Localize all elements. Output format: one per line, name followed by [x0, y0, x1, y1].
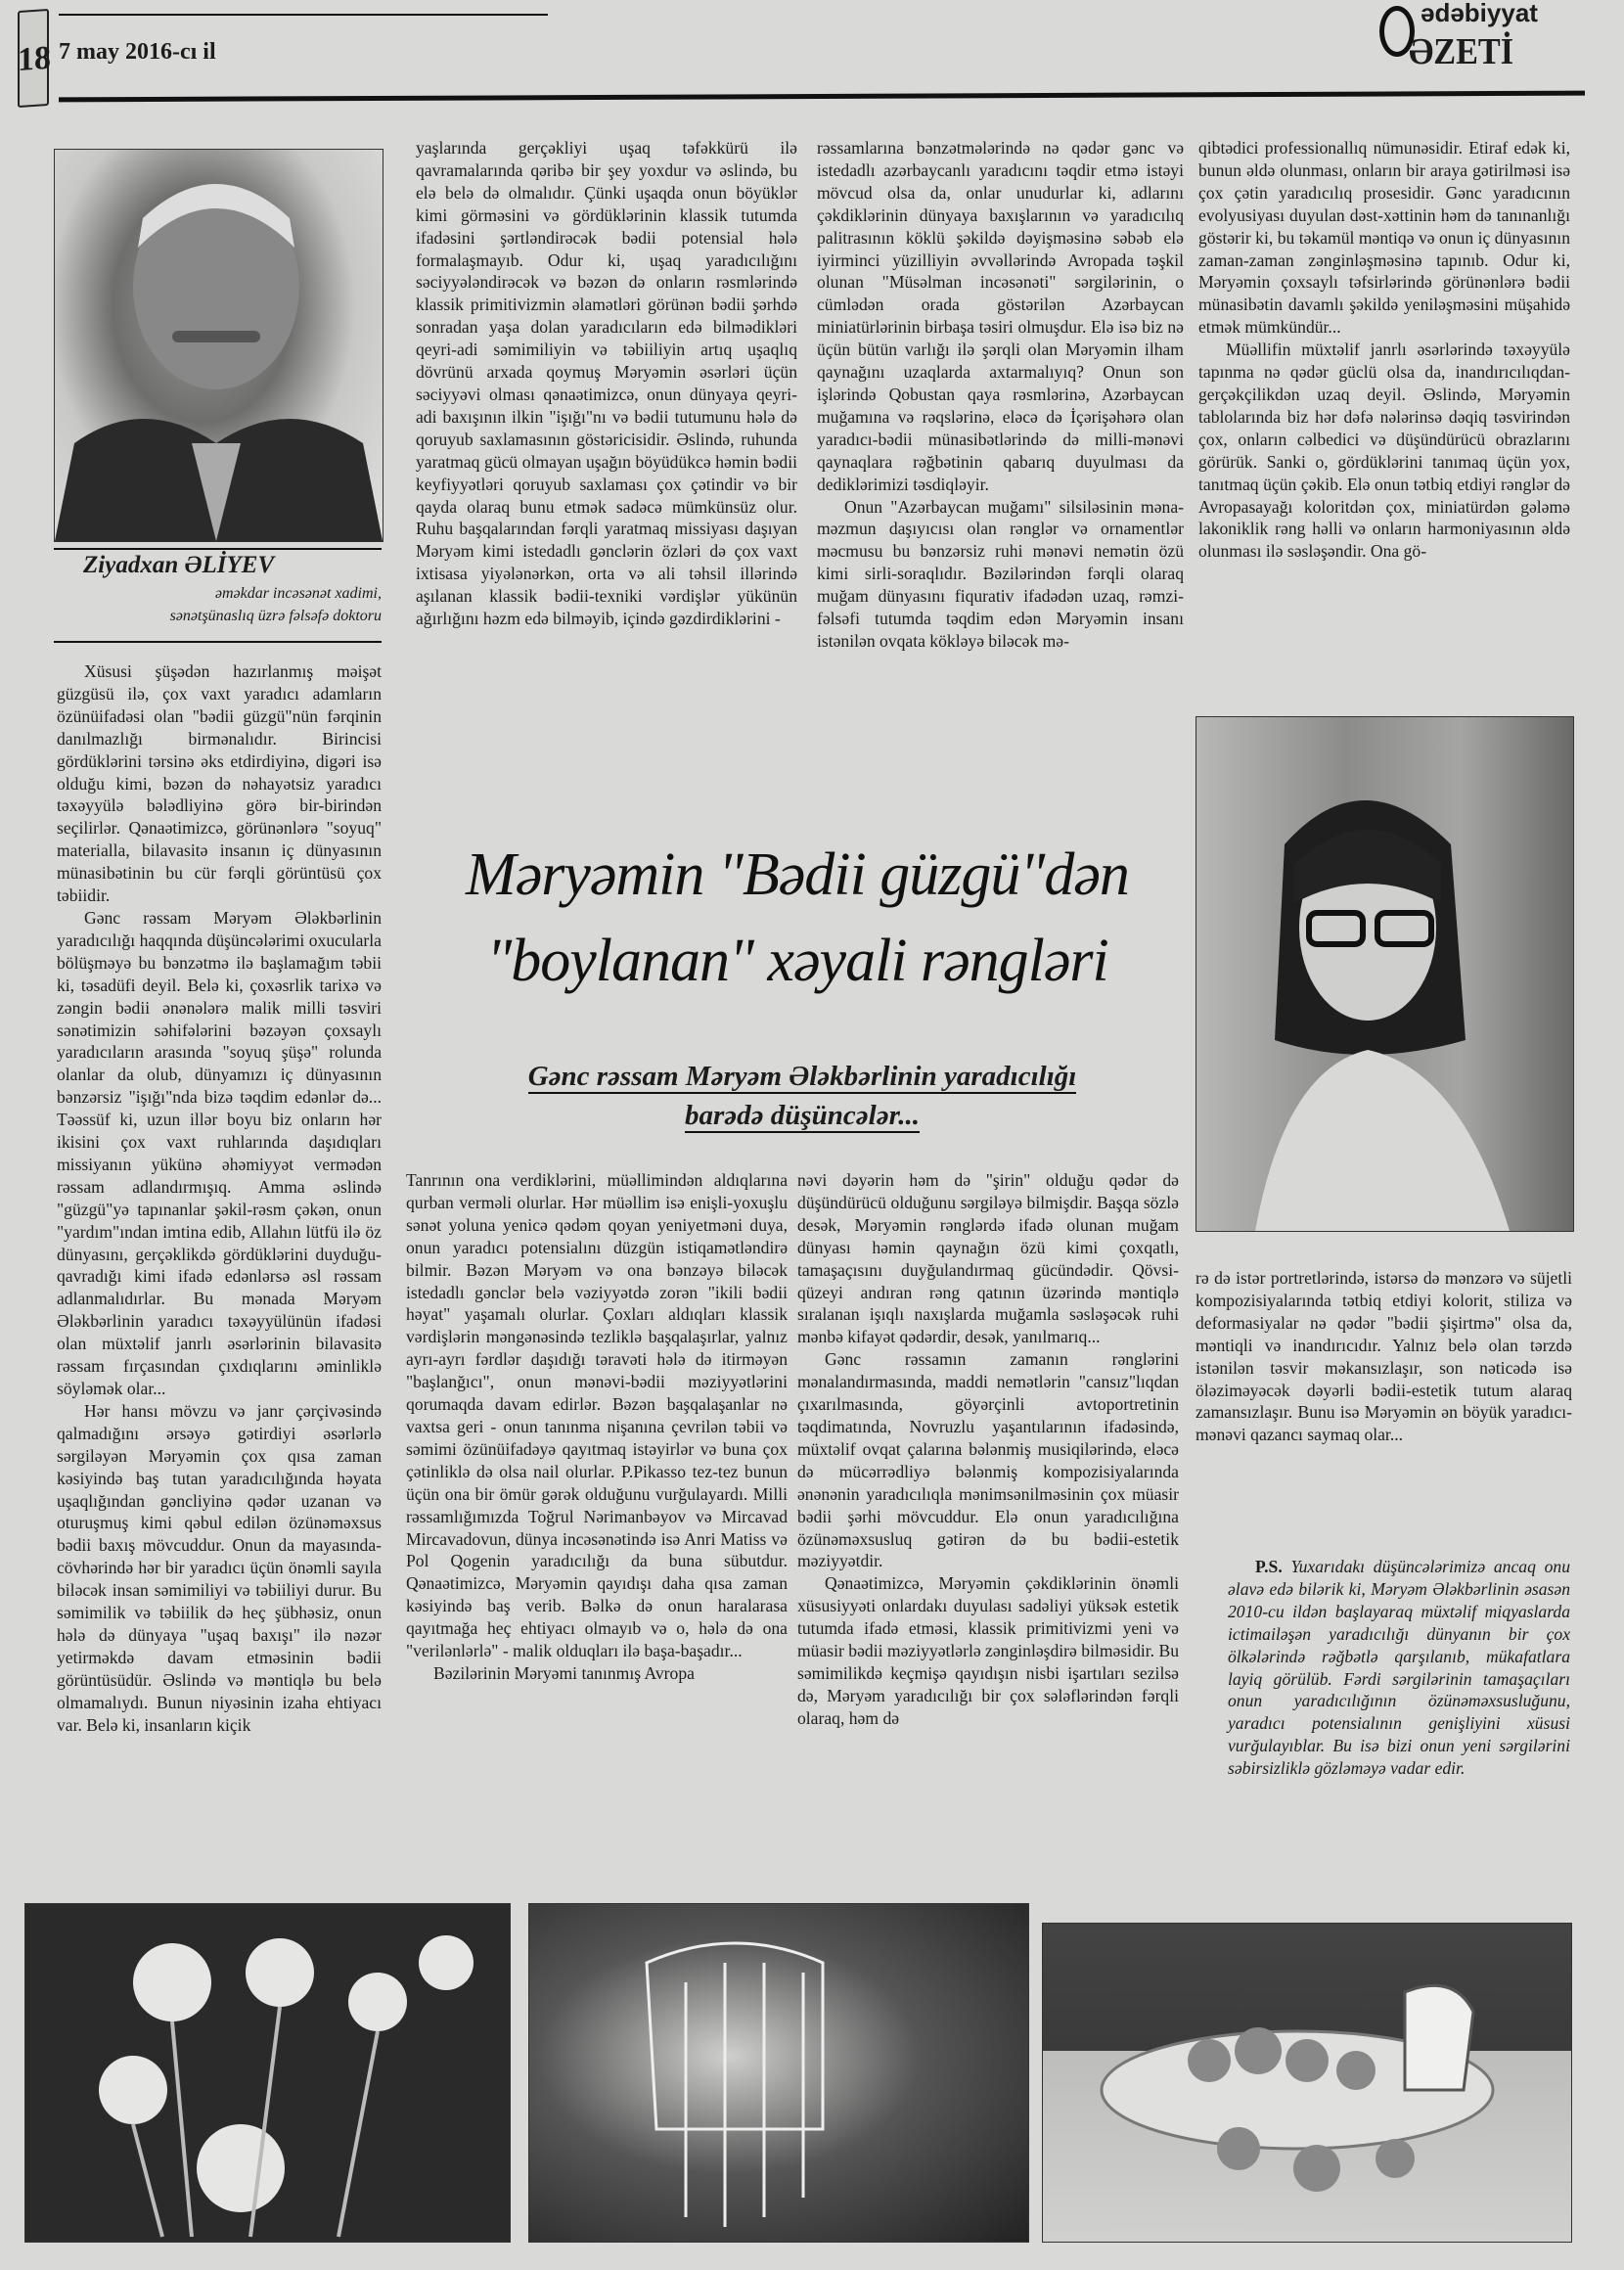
article-column-2-bottom [406, 1169, 788, 1685]
paragraph: Gənc rəssam Məryəm Ələkbərlinin yaradıcılığı haqqında düşüncələrimi oxucularla bölüşməyə bu bənzətmə ilə başlamağım təbii ki, təsadüfi deyil. Belə ki, çoxəsrlik tarixə və zəngin bədii ənənələrə malik milli təsviri sənətimizin səhifələrini bəzəyən çoxsaylı yaradıcıların arasında "soyuq şüşə" rolunda olanlar da olub, dünyamızı iç dünyasının bənzərsiz "işığı"nda bizə təqdim edənlər də... Təəssüf ki, uzun illər boyu biz onların hər ikisini çox vaxt ruhlarında daşıdıqları missiyanın yükünə əhəmiyyət vermədən rəssam adlandırmışıq. Amma əslində "güzgü"yə tapınanlar şəkil-rəsm çəkən, onun "yardım"ından imtina edib, Allahın lütfü ilə öz dünyasını, gerçəklikdə gördüklərini duyduğu-qavradığı kimi ifadə edənlərsə əsl rəssam adlanmalıdırlar. Bu mənada Məryəm Ələkbərlinin yaradıcı təxəyyülünün ifadəsi olan müxtəlif janrlı əsərlərinin bilavasitə rəssam fırçasından çıxdıqlarını əminliklə söyləmək olar... [57, 907, 382, 1398]
paragraph: Müəllifin müxtəlif janrlı əsərlərində təxəyyülə tapınma nə qədər güclü olsa da, inandırıcılıqdan-gerçəkçilikdən uzaq deyil. Əslində, Məryəmin tablolarında biz hər dəfə nələrinsə dəqiq təsvirindən çox, onların cəlbedici və düşündürücü obrazlarını görürük. Sanki o, gördüklərini tanımaq üçün yox, tanıtmaq üçün çəkib. Elə onun tətbiq etdiyi rənglər də Avropasayağı koloritdən çox, miniatürdən gələmə lakoniklik rəng həlli və onların harmoniyasının əldə olunması ilə səsləşəndir. Ona gö- [1198, 340, 1570, 562]
ps-text: Yuxarıdakı düşüncələrimizə ancaq onu əlavə edə bilərik ki, Məryəm Ələkbərlinin əsasən 2010-cu ildən başlayaraq müxtəlif miqyaslarda ictimailəşən yaradıcılığı dünyanın bir çox ölkələrində rəğbətlə qarşılanıb, mükafatlara layiq görülüb. Fərdi sərgilərinin tamaşaçıları onun yaradıcılığının özünəməxsusluğunu, yaradıcı potensialının genişliyini xüsusi vurğulayıblar. Bu isə bizi onun yeni sərgilərini səbirsizliklə gözləməyə vadar edir. [1228, 1557, 1571, 1779]
page-number: 18 [18, 39, 51, 79]
caption-rule-top [54, 548, 382, 550]
still-life-painting-icon [1043, 1924, 1571, 2242]
subtitle-text: Gənc rəssam Məryəm Ələkbərlinin yaradıcılığı barədə düşüncələr... [527, 1061, 1077, 1131]
caption-rule-bottom [54, 641, 382, 643]
page-number-book-icon [18, 9, 49, 108]
flowers-painting-icon [25, 1904, 510, 2242]
author-title-line2: sənətşünaslıq üzrə fəlsəfə doktoru [169, 608, 382, 624]
logo-line2: ƏZETİ [1409, 31, 1514, 72]
artwork-still-life [1042, 1923, 1572, 2243]
postscript [1228, 1556, 1570, 1780]
article-column-4-bottom [1195, 1267, 1572, 1446]
newspaper-logo [1379, 0, 1546, 78]
artist-portrait-photo [1195, 716, 1574, 1232]
author-photo [54, 149, 383, 542]
article-title: Məryəmin "Bədii güzgü"dən "boylanan" xəyali rəngləri [466, 841, 1129, 994]
artwork-flowers [24, 1903, 511, 2243]
paragraph: Bəzilərinin Məryəmi tanınmış Avropa [433, 1662, 695, 1683]
paragraph: nəvi dəyərin həm də "şirin" olduğu qədər də düşündürücü olduğunu sərgiləyə bilmişdir. Başqa sözlə desək, Məryəmin rənglərdə ifadə olunan muğam dünyası həmin qaynağın özü kimi çoxqatlı, tamaşaçısını duyğulandırmaq gücündədir. Qövsi-qüzeyi andıran rəng qatının üzərində məntiqlə sıralanan işıqlı naxışlarda muğamla səsləşəcək ruhi mənbə kifayət qədərdir, desək, yanılmarıq... [797, 1170, 1179, 1347]
postscript-paragraph [1228, 1556, 1570, 1780]
paragraph: Gənc rəssamın zamanın rənglərini mənalandırmasında, maddi nemətlərin "cansız"lıqdan çıxarılmasında, göyərçinli avtoportretinin təqdimatında, Novruzlu yaşantılarının ifadəsində, müxtəlif ovqat çalarına bələnmiş musiqilərində, eləcə də mücərrədliyə bələnmiş kompozisiyalarında ənənənin yaradıcılıqla mənimsənilməsinin çox müasir bədii şərhi mövcuddur. Elə onun yaradıcılığına özünəməxsusluq gətirən də bu bədii-estetik məziyyətdir. [797, 1349, 1179, 1571]
issue-date: 7 may 2016-cı il [59, 39, 216, 65]
paragraph: yaşlarında gerçəkliyi uşaq təfəkkürü ilə qavramalarında qəribə bir şey yoxdur və əslində, bu elə belə də olmalıdır. Çünki uşaqda onun böyüklər kimi görməsini və gördüklərinin klassik tutumda ifadəsini şərtləndirəcək bədii potensial hələ formalaşmayıb. Odur ki, uşaq yaradıcılığını səciyyələndirəcək və bəzən də onların rəsmlərində klassik primitivizmin əlamətləri görünən bədii şərhdə sonradan yaşa dolan yaradıcıların edə bilmədikləri qeyri-adi səmimiliyin və təbiiliyin artıq uşaqlıq dövrünü arxada qoymuş Məryəmin əsərləri üçün səciyyəvi olması qənaətimizcə, onun dünyaya qeyri-adi baxışının ilkin "işığı"nı və bədii tutumunu hələ də qoruyub saxlamasının göstəricisidir. Əslində, ruhunda yaratmaq gücü olmayan uşağın böyüdükcə həmin bədii keyfiyyətləri qoruyub saxlaması çox çətindir və bir qayda olaraq bunu etmək sadəcə mümkünsüz olur. Ruhu başqalarından fərqli yaratmaq missiyası daşıyan Məryəm kimi istedadlı gənclərin özləri də çox vaxt ixtisasa yiyələnərkən, orta və ali təhsil illərində aşılanan klassik bədii-texniki vərdişlər yükünün ağırlığını həzm edə bilməyib, içində gəzdirdiklərini - [416, 138, 797, 629]
paragraph: qibtədici professionallıq nümunəsidir. Etiraf edək ki, bunun əldə olunması, onların bir araya gətirilməsi isə çox çətin yaradıcılıq prosesidir. Gənc yaradıcının evolyusiyası duyulan dəst-xəttinin həm də tanınanlığı göstərir ki, bu təkamül məntiqə və onun iç dünyasının zaman-zaman zənginləşməsinə tapınıb. Odur ki, Məryəmin çoxsaylı təfsirlərində görünənlərə bədii münasibətin davamlı şəkildə yeniləşməsini müşahidə etmək mümkündür... [1198, 138, 1570, 338]
article-column-3-bottom [797, 1169, 1179, 1730]
abstract-painting-icon [529, 1904, 1028, 2242]
article-column-3-top [817, 137, 1184, 653]
top-rule [59, 14, 548, 16]
paragraph: rəssamlarına bənzətmələrində nə qədər gənc və istedadlı azərbaycanlı yaradıcını təqdir etmə istəyi mövcud olsa da, onlar unudurlar ki, adlarını çəkdiklərinin dünyaya baxışlarının və yaradıcılıq palitrasının köklü şəkildə dəyişməsinə səbəb elə iyirminci yüzilliyin əvvəllərində Avropada təşkil olunan "Müsəlman incəsənəti" sərgilərinin, o cümlədən orada göstərilən Azərbaycan miniatürlərinin birbaşa təsiri olmuşdur. Elə isə biz nə üçün bütün varlığı ilə şərqli olan Məryəmin ilham qaynağını uzaqlarda axtarmalıyıq? Onun son işlərində Qobustan qaya rəsmlərinə, Azərbaycan muğamına və rəqslərinə, eləcə də İçərişəhərə olan yaradıcı-bədii münasibətlərində də milli-mənəvi qaynaqlara rəğbətinin qabarıq duyulması da dediklərimizi təsdiqləyir. [817, 138, 1184, 494]
header-rule [59, 91, 1585, 103]
logo-line1: ədəbiyyat [1421, 0, 1538, 27]
article-column-4-top [1198, 137, 1570, 563]
article-column-1 [57, 660, 382, 1737]
paragraph: Onun "Azərbaycan muğamı" silsiləsinin məna-məzmun daşıyıcısı olan rənglər və ornamentlər məcmusu bu bənzərsiz ruhi mənəvi nemətin özü kimi sirli-soraqlıdır. Bəzilərindən fərqli olaraq muğam dünyasını fiqurativ ifadədən uzaq, rəmzi-fəlsəfi tutumda təqdim edən Məryəmin insanı istənilən ovqata kökləyə biləcək mə- [817, 496, 1184, 651]
article-subtitle [509, 1057, 1096, 1135]
paragraph: Tanrının ona verdiklərini, müəllimindən aldıqlarına qurban verməli olurlar. Hər müəllim isə enişli-yoxuşlu sənət yoluna yenicə qədəm qoyan yeniyetməni duya, onun yaradıcı potensialını düzgün istiqamətləndirə bilmir. Bəzən Məryəm və ona bənzəyə biləcək istedadlı gənclər belə vəziyyətdə zorən "ikili bədii həyat" yaşamalı olurlar. Çoxları aldıqları klassik vərdişlərin məngənəsində tezliklə başqalaşırlar, yalnız ayrı-ayrı fərdlər daşıdığı təravəti hələ də itirməyən "başlanğıcı", onun mənəvi-bədii məziyyətlərini qorumaqda davam edirlər. Bəzən başqalaşanlar nə vaxtsa geri - onun tanınma nişanına çevrilən təbii və səmimi özünüifadəyə qayıtmaq istəyirlər və buna çox çətinliklə də olsa nail olurlar. P.Pikasso tez-tez bunun üçün ona bir ömür gərək olduğunu vurğulayardı. Milli rəssamlığımızda Toğrul Nərimanbəyov və Mircavad Mircavadovun, dünya incəsənətində isə Anri Matiss və Pol Qogenin yaradıcılığı da buna sübutdur. Qənaətimizcə, Məryəmin qayıdışı daha qısa zaman kəsiyində baş verib. Bəlkə də onun haralarasa qayıtmağa heç ehtiyacı olmayıb və o, hələ də ona "verilənlərlə" - malik olduqları ilə başa-başadır... [406, 1170, 788, 1661]
artist-portrait-icon [1196, 717, 1573, 1231]
author-title-line1: əməkdar incəsənət xadimi, [214, 585, 382, 602]
paragraph: rə də istər portretlərində, istərsə də mənzərə və süjetli kompozisiyalarında tətbiq etdiyi kolorit, stiliza və deformasiyalar nə qədər "bədii şişirtmə" olsa da, məntiqli və inandırıcıdır. Yalnız belə olan tərzdə istənilən təsvir məkansızlaşır, son nəticədə isə öləziməyəcək dəyərli bədii-estetik tutum alaraq zamansızlaşır. Bunu isə Məryəmin ən böyük yaradıcı-mənəvi qazancı saymaq olar... [1195, 1268, 1572, 1445]
article-column-2-top [416, 137, 797, 630]
author-name: Ziyadxan ƏLİYEV [83, 552, 275, 578]
artwork-abstract-tree [528, 1903, 1029, 2243]
paragraph: Hər hansı mövzu və janr çərçivəsində qalmadığını ərsəyə gətirdiyi əsərlərlə sərgiləyən Məryəmin çox qısa zaman kəsiyində baş tutan yaradıcılığında həyata uşaqlığından gəncliyinə qədər uzanan və oturuşmuş kimi qəbul edilən özünəməxsus bədii baxış mövcuddur. Onun da mayasında-cövhərində hər bir yaradıcı üçün önəmli sayıla biləcək insan səmimiliyi və təbiiliyi durur. Bu səmimilik və təbiilik də heç şübhəsiz, onun hələ də dünyaya "uşaq baxışı" ilə nəzər yetirməkdə davam etməsinin bədii görüntüsüdür. Əslində və məntiqlə bu belə olmamalıydı. Bunun niyəsinin izaha ehtiyacı var. Belə ki, insanların kiçik [57, 1400, 382, 1735]
author-portrait-icon [55, 150, 383, 541]
paragraph: Qənaətimizcə, Məryəmin çəkdiklərinin önəmli xüsusiyyəti onlardakı duyulası sadəliyi yüksək estetik tutumda ifadə etməsi, klassik primitivizmi yeni və müasir bədii məziyyətlərlə zənginləşdirə bilməsidir. Bu səmimilikdə keçmişə qayıdışın nisbi işartıları sezilsə də, Məryəm yaradıcılığı bir çox sələflərindən fərqli olaraq, həm də [797, 1573, 1179, 1728]
paragraph: Xüsusi şüşədən hazırlanmış məişət güzgüsü ilə, çox vaxt yaradıcı adamların özünüifadəsi olan "bədii güzgü"nün fərqinin danılmazlığı birmənalıdır. Birincisi gördüklərini tərsinə əks etdirdiyinə, digəri isə olduğu kimi, bəzən də nəhayətsiz yaradıcı təxəyyülə bələdliyinə görə bir-birindən seçilirlər. Qənaətimizcə, görünənlərə "soyuq" materialla, bilavasitə insanın iç dünyasının münasibətinin bu cür fərqli görüntüsü çox təbiidir. [57, 661, 382, 906]
ps-label: P.S. [1255, 1557, 1283, 1576]
